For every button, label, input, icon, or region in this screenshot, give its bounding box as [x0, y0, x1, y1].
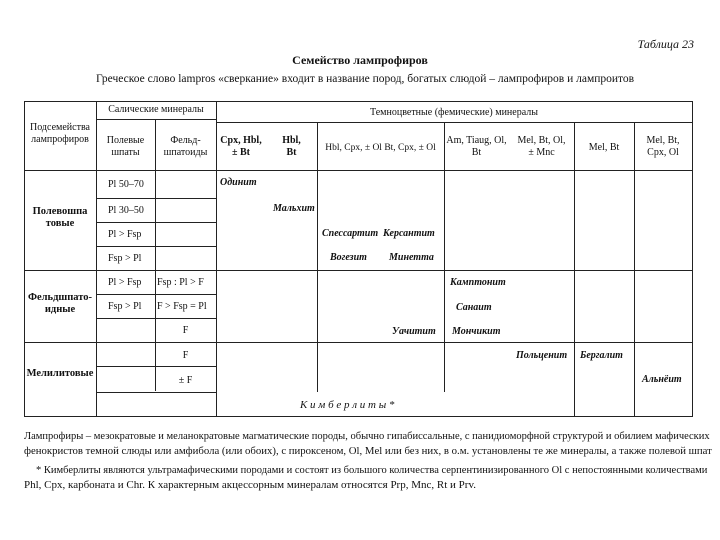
- rock-odinite: Одинит: [220, 177, 257, 188]
- salic-row-2: Pl 30–50: [108, 205, 144, 216]
- plagioclase-header: Полевые шпаты: [106, 135, 145, 158]
- femic-col-6: Mel, Bt: [588, 142, 620, 153]
- salic-row-5b: Fsp : Pl > F: [157, 277, 204, 288]
- table-title: Семейство лампрофиров: [292, 53, 428, 67]
- salic-row-1: Pl 50–70: [108, 179, 144, 190]
- intro-text: Греческое слово lampros «сверкание» входит в название пород, богатых слюдой – лампрофиров и лампроитов: [96, 73, 635, 85]
- rock-alnoite: Альнёит: [642, 374, 682, 385]
- salic-group-header: Салические минералы: [108, 104, 204, 115]
- rock-kimberlites: К и м б е р л и т ы *: [300, 399, 395, 411]
- subfamily-header: Подсемейства лампрофиров: [30, 122, 90, 145]
- rock-malchite: Мальхит: [273, 203, 315, 214]
- femic-col-5: Mel, Bt, Ol, ± Mnc: [517, 135, 566, 158]
- rock-camptonite: Камптонит: [450, 277, 506, 288]
- footnote-line-2: фенокристов темной слюды или амфибола (или обоих), с пироксеном, Ol, Mel или без них, в о.м. установлены те же минералы, а также полевой шпат: [24, 445, 712, 457]
- salic-row-8: F: [182, 350, 189, 361]
- salic-row-7: F: [182, 325, 189, 336]
- rock-sannaite: Санаит: [456, 302, 492, 313]
- salic-row-6a: Fsp > Pl: [108, 301, 142, 312]
- femic-group-header: Темноцветные (фемические) минералы: [370, 107, 538, 118]
- salic-row-9: ± F: [178, 375, 193, 386]
- salic-row-3: Pl > Fsp: [108, 229, 142, 240]
- rock-polzenite: Польценит: [516, 350, 568, 361]
- rock-bergalite: Бергалит: [580, 350, 623, 361]
- feldspathoid-header: Фельд- шпатоиды: [163, 135, 208, 158]
- salic-row-4: Fsp > Pl: [108, 253, 142, 264]
- femic-col-4: Am, Tiaug, Ol, Bt: [446, 135, 507, 158]
- rock-vogesite: Вогезит: [330, 252, 367, 263]
- femic-col-7: Mel, Bt, Cpx, Ol: [646, 135, 680, 158]
- footnote-line-3: * Кимберлиты являются ультрамафическими породами и состоят из большого количества серпентинизированного Ol с непостоянными количествами: [36, 465, 708, 476]
- footnote-line-4: Phl, Cpx, карбоната и Chr. К характерным акцессорным минералам относятся Prp, Mnc, Rt и Prv.: [24, 479, 476, 491]
- rock-kersantite: Керсантит: [383, 228, 435, 239]
- femic-col-1: Cpx, Hbl, ± Bt: [220, 135, 262, 158]
- rock-spessartite: Спессартит: [322, 228, 379, 239]
- group-melilitic: Мелилитовые: [26, 368, 94, 379]
- salic-row-6b: F > Fsp = Pl: [157, 301, 207, 312]
- group-feldspathic: Полевошпа товые: [32, 206, 88, 229]
- rock-monchiquite: Мончикит: [452, 326, 501, 337]
- salic-row-5a: Pl > Fsp: [108, 277, 142, 288]
- rock-minette: Минетта: [389, 252, 434, 263]
- footnote-line-1: Лампрофиры – мезократовые и меланократовые магматические породы, обычно гипабиссальные, с панидиоморфной структурой и обилием мафических: [24, 431, 710, 442]
- femic-col-3: Hbl, Cpx, ± Ol Bt, Cpx, ± Ol: [325, 143, 436, 153]
- group-feldspathoidal: Фельдшпато- идные: [27, 292, 93, 315]
- rock-ouachitite: Уачитит: [392, 326, 436, 337]
- femic-col-2: Hbl, Bt: [282, 135, 301, 158]
- table-number: Таблица 23: [637, 37, 694, 51]
